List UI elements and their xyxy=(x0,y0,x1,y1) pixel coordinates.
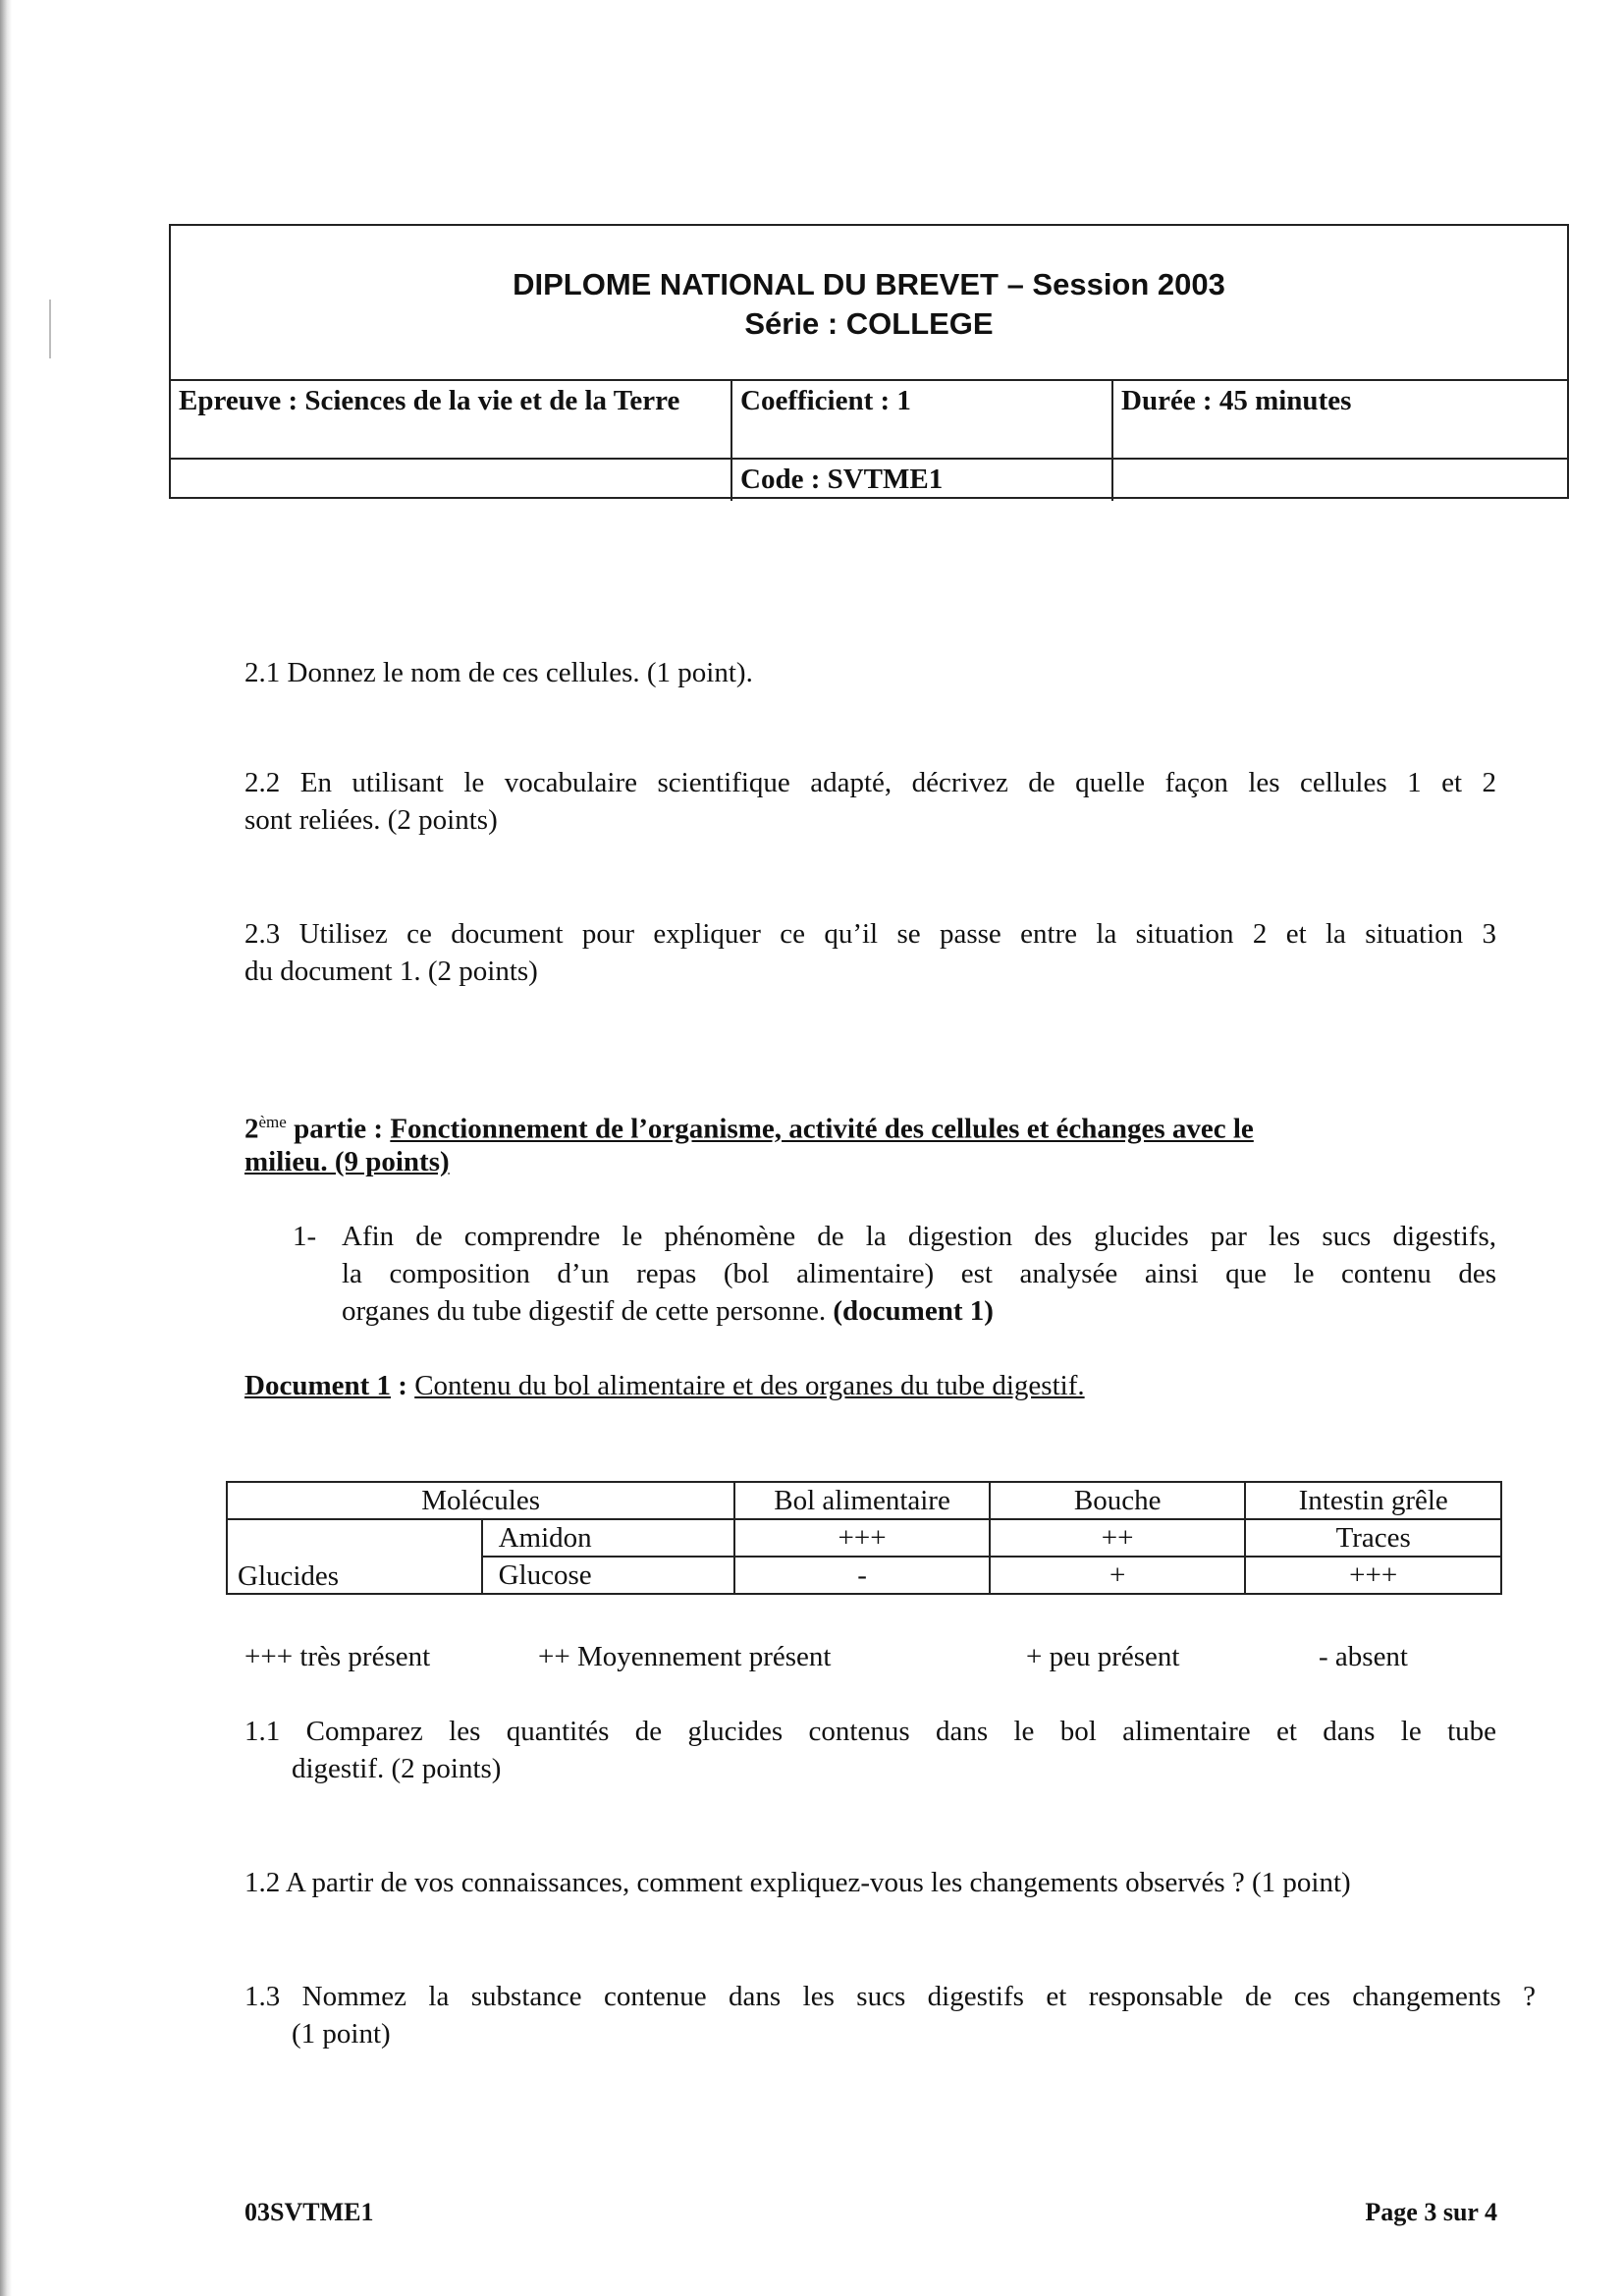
legend-item: - absent xyxy=(1319,1641,1408,1672)
question-2-3-line1: 2.3 Utilisez ce document pour expliquer ce qu’il se passe entre la situation 2 et la situation 3 xyxy=(244,918,1496,950)
code-cell: Code : SVTME1 xyxy=(732,458,1113,501)
document1-colon: : xyxy=(391,1370,415,1401)
coefficient-cell: Coefficient : 1 xyxy=(732,381,1113,458)
legend-item: +++ très présent xyxy=(244,1641,431,1672)
footer-code: 03SVTME1 xyxy=(244,2198,374,2226)
question-1-1-line2: digestif. (2 points) xyxy=(292,1753,502,1784)
table-header-cell: Intestin grêle xyxy=(1245,1482,1501,1519)
part2-partie-word: partie : xyxy=(286,1113,391,1145)
scan-mark xyxy=(49,300,51,358)
legend-item: ++ Moyennement présent xyxy=(538,1641,832,1672)
table-cell: + xyxy=(990,1557,1246,1594)
table-cell: +++ xyxy=(734,1519,990,1557)
glucides-label: Glucides xyxy=(227,1519,482,1594)
table-cell: - xyxy=(734,1557,990,1594)
question-2-2-line1: 2.2 En utilisant le vocabulaire scientifique adapté, décrivez de quelle façon les cellules 1 et 2 xyxy=(244,767,1496,798)
part2-superscript: ème xyxy=(258,1113,287,1131)
molecules-table xyxy=(226,1481,1502,1595)
part2-title-line2: milieu. (9 points) xyxy=(244,1146,450,1177)
table-cell: Traces xyxy=(1245,1519,1501,1557)
duree-cell: Durée : 45 minutes xyxy=(1121,385,1352,416)
question-1-3-line2: (1 point) xyxy=(292,2018,391,2050)
legend-item: + peu présent xyxy=(1026,1641,1180,1672)
item-1-line3 xyxy=(342,1292,994,1330)
question-1-2: 1.2 A partir de vos connaissances, comment expliquez-vous les changements observés ? (1 point) xyxy=(244,1867,1351,1898)
table-header-cell: Bol alimentaire xyxy=(734,1482,990,1519)
item-1-number: 1- xyxy=(293,1221,317,1252)
document1-label: Document 1 xyxy=(244,1370,392,1401)
item-1-line2: la composition d’un repas (bol alimentaire) est analysée ainsi que le contenu des xyxy=(342,1258,1496,1289)
table-row xyxy=(227,1519,1501,1557)
epreuve-cell: Epreuve : Sciences de la vie et de la Terre xyxy=(171,381,732,501)
item-1-line3-text: organes du tube digestif de cette personne. xyxy=(342,1295,834,1327)
part2-title-line1 xyxy=(244,1104,1496,1148)
part2-title-text: Fonctionnement de l’organisme, activité des cellules et échanges avec le xyxy=(390,1113,1254,1145)
header-title xyxy=(171,265,1567,344)
table-header-cell: Molécules xyxy=(227,1482,734,1519)
question-2-3-line2: du document 1. (2 points) xyxy=(244,956,538,987)
document1-caption-text: Contenu du bol alimentaire et des organes du tube digestif. xyxy=(414,1370,1085,1401)
empty-cell xyxy=(1113,458,1567,501)
document1-caption xyxy=(244,1367,1085,1404)
table-cell: ++ xyxy=(990,1519,1246,1557)
table-header-cell: Bouche xyxy=(990,1482,1246,1519)
table-header-row xyxy=(227,1482,1501,1519)
table-cell: +++ xyxy=(1245,1557,1501,1594)
scan-edge xyxy=(0,0,12,2296)
header-title-line1: DIPLOME NATIONAL DU BREVET – Session 2003 xyxy=(513,267,1225,301)
footer-page-number: Page 3 sur 4 xyxy=(1365,2198,1497,2226)
item-1-line1: Afin de comprendre le phénomène de la digestion des glucides par les sucs digestifs, xyxy=(342,1221,1496,1252)
header-title-line2: Série : COLLEGE xyxy=(744,306,994,341)
part2-number: 2 xyxy=(244,1113,259,1145)
exam-header xyxy=(169,224,1569,499)
table-cell: Glucose xyxy=(482,1557,735,1594)
header-grid xyxy=(171,379,1567,497)
item-1-doc-ref: (document 1) xyxy=(833,1295,994,1327)
question-1-1-line1: 1.1 Comparez les quantités de glucides contenus dans le bol alimentaire et dans le tube xyxy=(244,1716,1496,1747)
table-cell: Amidon xyxy=(482,1519,735,1557)
question-2-1: 2.1 Donnez le nom de ces cellules. (1 point). xyxy=(244,657,753,688)
question-1-3-line1: 1.3 Nommez la substance contenue dans les sucs digestifs et responsable de ces changements ? xyxy=(244,1981,1536,2012)
question-2-2-line2: sont reliées. (2 points) xyxy=(244,804,498,836)
